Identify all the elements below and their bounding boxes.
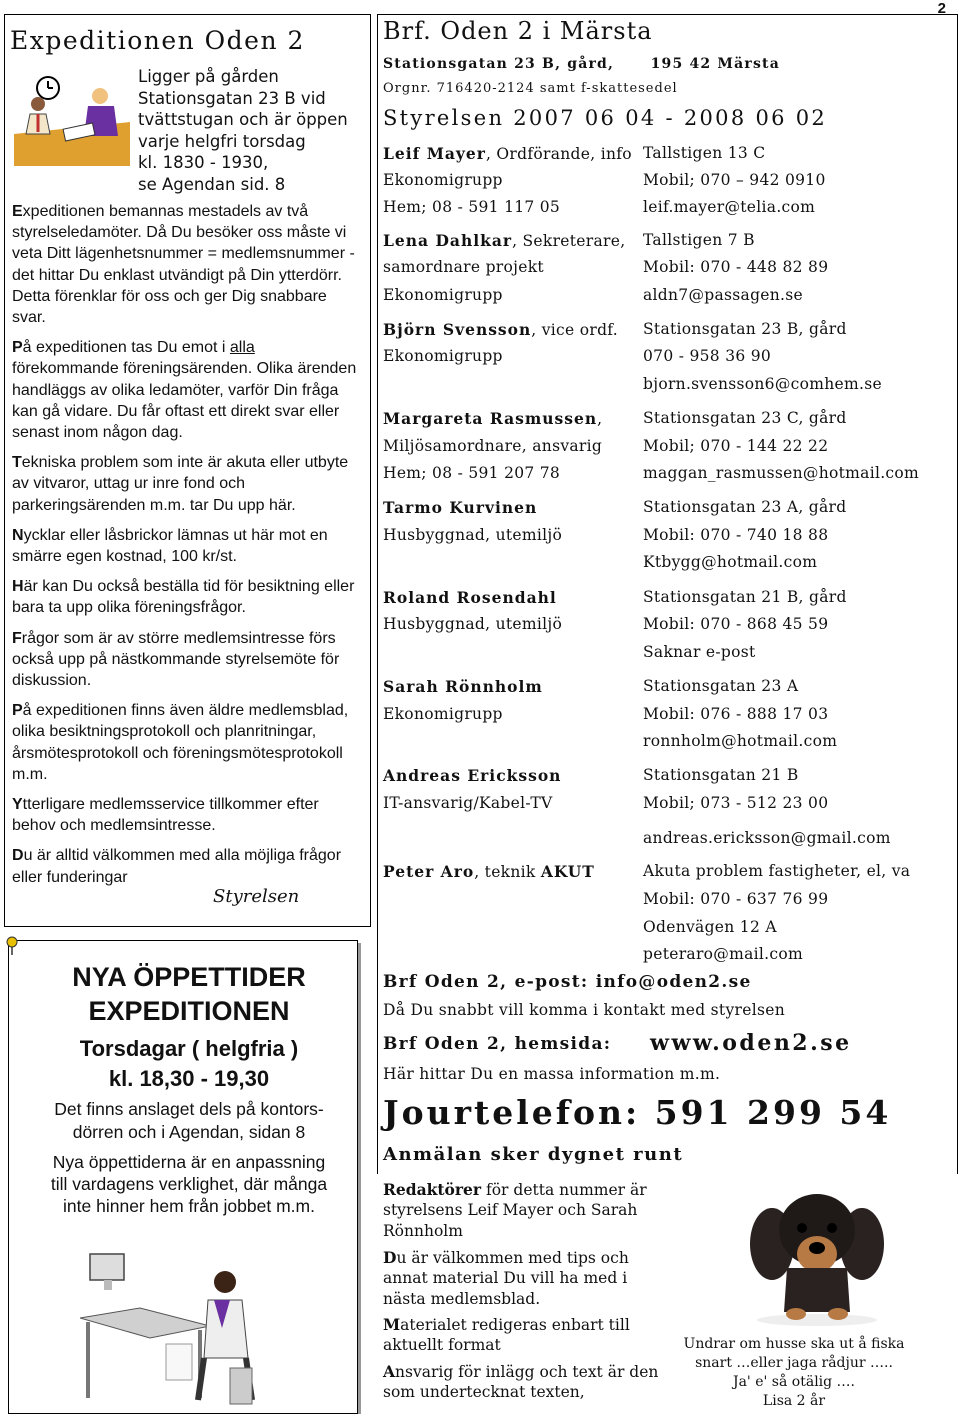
member-name bbox=[383, 588, 557, 607]
member-group: Ekonomigrupp bbox=[383, 286, 503, 304]
underlined-word: alla bbox=[229, 339, 255, 357]
notice-line: till vardagens verklighet, där många bbox=[50, 1174, 328, 1194]
member-name: Leif Mayer bbox=[383, 144, 486, 163]
paragraph-text: rågor som är av större medlemsintresse förs också upp på nästkommande styrelsemöte för diskussion. bbox=[12, 629, 340, 690]
member-email: Ktbygg@hotmail.com bbox=[643, 553, 818, 571]
drop-letter: D bbox=[12, 847, 24, 865]
member-mobile: 070 - 958 36 90 bbox=[643, 347, 772, 365]
drop-letter: A bbox=[383, 1362, 396, 1381]
notice-days: Torsdagar ( helgfria ) bbox=[79, 1036, 299, 1061]
member-mobile: Mobil; 073 - 512 23 00 bbox=[643, 794, 829, 812]
editor-note bbox=[383, 1362, 673, 1403]
drop-letter: H bbox=[12, 578, 24, 596]
paragraph bbox=[12, 201, 362, 328]
member-name-role bbox=[383, 144, 632, 163]
member-name-role bbox=[383, 862, 595, 881]
member-address: Odenvägen 12 A bbox=[643, 918, 777, 936]
member-name: Sarah Rönnholm bbox=[383, 677, 543, 696]
member-group: Husbyggnad, utemiljö bbox=[383, 526, 563, 544]
member-name-role bbox=[383, 409, 602, 428]
member-email: leif.mayer@telia.com bbox=[643, 198, 816, 216]
member-email: aldn7@passagen.se bbox=[643, 286, 804, 304]
member-address: Stationsgatan 23 A bbox=[643, 677, 799, 695]
member-name bbox=[383, 498, 537, 517]
hours-line: kl. 1830 - 1930, bbox=[138, 153, 269, 172]
member-name: Roland Rosendahl bbox=[383, 588, 557, 607]
member-group: samordnare projekt bbox=[383, 258, 544, 276]
paragraph bbox=[12, 337, 362, 443]
notice-line: inte hinner hem från jobbet m.m. bbox=[63, 1196, 315, 1216]
drop-letter: Y bbox=[12, 796, 23, 814]
drop-text: Redaktörer bbox=[383, 1180, 482, 1199]
paragraph bbox=[12, 452, 362, 516]
paragraph-text: u är alltid välkommen med alla möjliga frågor eller funderingar bbox=[12, 847, 342, 886]
editor-text: u är välkommen med tips och annat material Du vill ha med i nästa medlemsblad. bbox=[383, 1249, 629, 1308]
member-address: Stationsgatan 21 B, gård bbox=[643, 588, 847, 606]
paragraph-text: å expeditionen tas Du emot i bbox=[22, 339, 230, 357]
board-heading: Styrelsen 2007 06 04 - 2008 06 02 bbox=[383, 106, 828, 130]
office-worker-illustration bbox=[80, 1248, 260, 1408]
hours-line: varje helgfri torsdag bbox=[138, 131, 306, 151]
member-name: Lena Dahlkar bbox=[383, 231, 513, 250]
member-email: andreas.ericksson@gmail.com bbox=[643, 829, 891, 847]
member-name: Margareta Rasmussen bbox=[383, 409, 598, 428]
website-link[interactable]: www.oden2.se bbox=[650, 1030, 852, 1056]
member-role: , vice ordf. bbox=[531, 321, 619, 339]
editor-note bbox=[383, 1180, 673, 1241]
member-mobile: Mobil; 070 – 942 0910 bbox=[643, 171, 826, 189]
hours-line: Stationsgatan 23 B vid bbox=[138, 88, 326, 108]
paragraph bbox=[12, 525, 362, 567]
hours-line: se Agendan sid. 8 bbox=[138, 174, 286, 194]
member-group: IT-ansvarig/Kabel-TV bbox=[383, 794, 553, 812]
notice-heading: EXPEDITIONEN bbox=[88, 996, 290, 1026]
paragraph-text: ycklar eller låsbrickor lämnas ut här mot en smärre egen kostnad, 100 kr/st. bbox=[12, 526, 328, 566]
on-call-phone: Jourtelefon: 591 299 54 bbox=[383, 1093, 892, 1132]
opening-hours bbox=[138, 66, 348, 195]
member-name-role bbox=[383, 231, 625, 250]
member-role: , teknik bbox=[474, 863, 541, 881]
member-name: Björn Svensson bbox=[383, 320, 532, 339]
member-address: Stationsgatan 23 A, gård bbox=[643, 498, 847, 516]
paragraph bbox=[12, 794, 362, 836]
drop-letter: T bbox=[12, 454, 22, 472]
caption-line: snart …eller jaga rådjur ….. bbox=[695, 1355, 893, 1371]
expedition-text bbox=[12, 201, 362, 897]
editor-note bbox=[383, 1315, 673, 1356]
web-note: Här hittar Du en massa information m.m. bbox=[383, 1065, 721, 1083]
member-address: Tallstigen 13 C bbox=[643, 144, 766, 162]
member-address: Stationsgatan 21 B bbox=[643, 766, 799, 784]
member-mobile: Mobil: 076 - 888 17 03 bbox=[643, 705, 829, 723]
editor-text: aterialet redigeras enbart till aktuellt format bbox=[383, 1316, 630, 1355]
email-note: Då Du snabbt vill komma i kontakt med styrelsen bbox=[383, 1001, 785, 1019]
paragraph-text: tterligare medlemsservice tillkommer efter behov och medlemsintresse. bbox=[12, 796, 319, 835]
member-group: Ekonomigrupp bbox=[383, 705, 503, 723]
member-group: Husbyggnad, utemiljö bbox=[383, 615, 563, 633]
expedition-title: Expeditionen Oden 2 bbox=[10, 26, 305, 55]
member-email: bjorn.svensson6@comhem.se bbox=[643, 375, 882, 393]
drop-letter: D bbox=[383, 1248, 397, 1267]
member-address: Tallstigen 7 B bbox=[643, 231, 755, 249]
editor-note bbox=[383, 1248, 673, 1309]
editor-text: nsvarig för inlägg och text är den som undertecknat texten, bbox=[383, 1363, 659, 1402]
member-group: Ekonomigrupp bbox=[383, 171, 503, 189]
paragraph bbox=[12, 576, 362, 618]
member-role: , bbox=[597, 410, 603, 428]
member-name-role bbox=[383, 320, 618, 339]
member-name bbox=[383, 677, 543, 696]
member-mobile: Mobil; 070 - 144 22 22 bbox=[643, 437, 829, 455]
notice-heading: NYA ÖPPETTIDER bbox=[72, 962, 306, 992]
member-role: , Ordförande, info bbox=[485, 145, 632, 163]
pushpin-icon bbox=[4, 936, 20, 956]
member-role-emphasis: AKUT bbox=[540, 862, 595, 881]
member-note: Akuta problem fastigheter, el, va bbox=[643, 862, 911, 880]
notice-line: Det finns anslaget dels på kontors- bbox=[54, 1099, 324, 1119]
paragraph bbox=[12, 628, 362, 692]
member-email: peteraro@mail.com bbox=[643, 945, 803, 963]
caption-line: Undrar om husse ska ut å fiska bbox=[683, 1336, 905, 1352]
paragraph-text: xpeditionen bemannas mestadels av två styrelseledamöter. Då Du besöker oss måste vi veta Ditt lägenhetsnummer = medlemsnummer - det hittar Du enklast utvändigt på Din ytterdörr. Detta förenklar för oss och ger Dig snabbare svar. bbox=[12, 203, 355, 327]
email-label: Brf Oden 2, e-post: info@oden2.se bbox=[383, 972, 752, 992]
member-role: , Sekreterare, bbox=[512, 232, 626, 250]
photo-caption bbox=[676, 1335, 912, 1411]
paragraph-text: är kan Du också beställa tid för besiktning eller bara ta upp olika föreningsfrågor. bbox=[12, 578, 355, 617]
drop-letter: P bbox=[12, 339, 23, 357]
drop-letter: P bbox=[12, 702, 23, 720]
web-label: Brf Oden 2, hemsida: bbox=[383, 1034, 612, 1054]
member-group: Miljösamordnare, ansvarig bbox=[383, 437, 603, 455]
paragraph-text: ekniska problem som inte är akuta eller utbyte av vitvaror, uttag ur inre fond och parkeringsärenden m.m. tar Du upp här. bbox=[12, 454, 349, 514]
member-address: Stationsgatan 23 C, gård bbox=[643, 409, 847, 427]
paragraph-text: å expeditionen finns även äldre medlemsblad, olika besiktningsprotokoll och planritningar, årsmötesprotokoll och föreningsmötesprotokoll m.m. bbox=[12, 702, 349, 783]
caption-line: Lisa 2 år bbox=[762, 1393, 826, 1409]
member-name: Peter Aro bbox=[383, 862, 475, 881]
member-mobile: Mobil: 070 - 448 82 89 bbox=[643, 258, 829, 276]
hours-line: tvättstugan och är öppen bbox=[138, 110, 348, 129]
editor-text: för detta nummer är styrelsens Leif Mayer och Sarah Rönnholm bbox=[383, 1181, 647, 1240]
paragraph bbox=[12, 845, 362, 887]
member-address: Stationsgatan 23 B, gård bbox=[643, 320, 847, 338]
member-email: ronnholm@hotmail.com bbox=[643, 732, 838, 750]
association-title: Brf. Oden 2 i Märsta bbox=[383, 17, 653, 45]
member-home-phone: Hem; 08 - 591 207 78 bbox=[383, 464, 561, 482]
member-email: Saknar e-post bbox=[643, 643, 756, 661]
drop-letter: F bbox=[12, 629, 22, 647]
member-name: Tarmo Kurvinen bbox=[383, 498, 538, 517]
paragraph-text: förekommande föreningsärenden. Olika ärenden handläggs av olika ledamöter, varför Din fråga kan gå vidare. Du får oftast ett direkt svar eller senast inom någon dag. bbox=[12, 360, 357, 442]
member-group: Ekonomigrupp bbox=[383, 347, 503, 365]
member-mobile: Mobil: 070 - 637 76 99 bbox=[643, 890, 829, 908]
notice-time: kl. 18,30 - 19,30 bbox=[108, 1066, 270, 1091]
drop-letter: M bbox=[383, 1315, 401, 1334]
member-mobile: Mobil: 070 - 868 45 59 bbox=[643, 615, 829, 633]
notice-line: Nya öppettiderna är en anpassning bbox=[52, 1152, 326, 1172]
dog-photo bbox=[732, 1180, 902, 1328]
member-name: Andreas Ericksson bbox=[383, 766, 562, 785]
hours-line: Ligger på gården bbox=[138, 67, 279, 86]
caption-line: Ja' e' så otälig …. bbox=[732, 1374, 856, 1390]
drop-letter: E bbox=[12, 203, 23, 220]
member-name bbox=[383, 766, 561, 785]
paragraph bbox=[12, 700, 362, 785]
member-mobile: Mobil: 070 - 740 18 88 bbox=[643, 526, 829, 544]
member-email: maggan_rasmussen@hotmail.com bbox=[643, 464, 920, 482]
meeting-illustration bbox=[14, 74, 130, 166]
association-address: Stationsgatan 23 B, gård, 195 42 Märsta bbox=[383, 56, 780, 72]
drop-letter: N bbox=[12, 526, 24, 544]
on-call-note: Anmälan sker dygnet runt bbox=[383, 1144, 684, 1165]
notice-line: dörren och i Agendan, sidan 8 bbox=[72, 1122, 306, 1142]
member-home-phone: Hem; 08 - 591 117 05 bbox=[383, 198, 561, 216]
association-orgnr: Orgnr. 716420-2124 samt f-skattesedel bbox=[383, 81, 678, 96]
page-number: 2 bbox=[937, 0, 946, 17]
signature: Styrelsen bbox=[213, 886, 300, 907]
